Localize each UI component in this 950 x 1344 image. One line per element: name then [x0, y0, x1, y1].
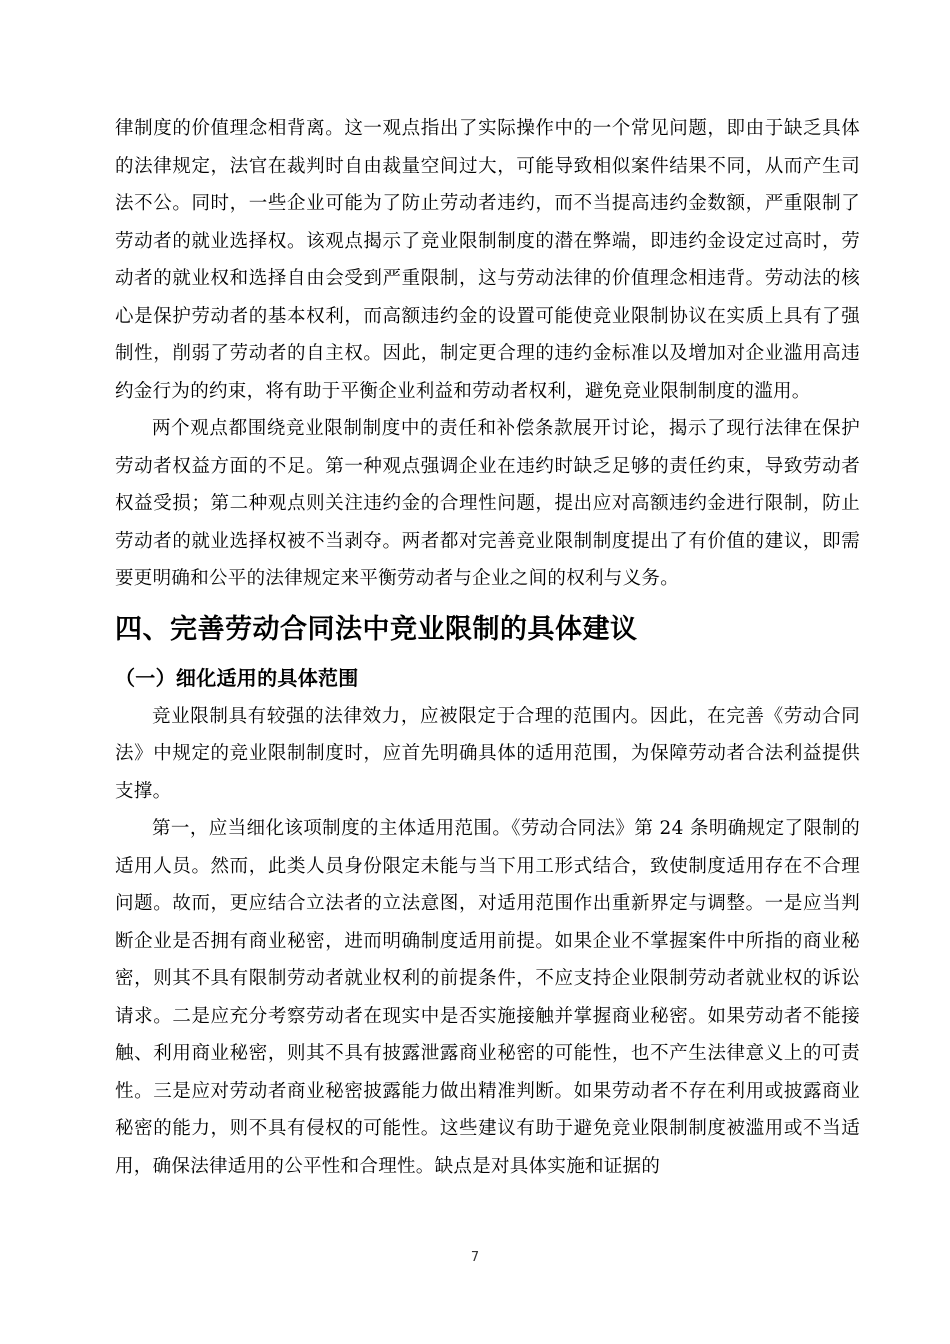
subsection-heading: （一）细化适用的具体范围: [115, 665, 359, 690]
body-paragraph-continued: 律制度的价值理念相背离。这一观点指出了实际操作中的一个常见问题，即由于缺乏具体的法律规定，法官在裁判时自由裁量空间过大，可能导致相似案件结果不同，从而产生司法不公。同时，一些企业可能为了防止劳动者违约，而不当提高违约金数额，严重限制了劳动者的就业选择权。该观点揭示了竞业限制制度的潜在弊端，即违约金设定过高时，劳动者的就业权和选择自由会受到严重限制，这与劳动法律的价值理念相违背。劳动法的核心是保护劳动者的基本权利，而高额违约金的设置可能使竞业限制协议在实质上具有了强制性，削弱了劳动者的自主权。因此，制定更合理的违约金标准以及增加对企业滥用高违约金行为的约束，将有助于平衡企业利益和劳动者权利，避免竞业限制制度的滥用。: [115, 118, 860, 402]
page-content: [115, 110, 860, 1185]
body-paragraph-summary: 两个观点都围绕竞业限制制度中的责任和补偿条款展开讨论，揭示了现行法律在保护劳动者权益方面的不足。第一种观点强调企业在违约时缺乏足够的责任约束，导致劳动者权益受损；第二种观点则关注违约金的合理性问题，提出应对高额违约金进行限制，防止劳动者的就业选择权被不当剥夺。两者都对完善竞业限制制度提出了有价值的建议，即需要更明确和公平的法律规定来平衡劳动者与企业之间的权利与义务。: [115, 418, 860, 589]
body-paragraph-first-point: 第一，应当细化该项制度的主体适用范围。《劳动合同法》第 24 条明确规定了限制的适用人员。然而，此类人员身份限定未能与当下用工形式结合，致使制度适用存在不合理问题。故而，更应结合立法者的立法意图，对适用范围作出重新界定与调整。一是应当判断企业是否拥有商业秘密，进而明确制度适用前提。如果企业不掌握案件中所指的商业秘密，则其不具有限制劳动者就业权利的前提条件，不应支持企业限制劳动者就业权的诉讼请求。二是应充分考察劳动者在现实中是否实施接触并掌握商业秘密。如果劳动者不能接触、利用商业秘密，则其不具有披露泄露商业秘密的可能性，也不产生法律意义上的可责性。三是应对劳动者商业秘密披露能力做出精准判断。如果劳动者不存在利用或披露商业秘密的能力，则不具有侵权的可能性。这些建议有助于避免竞业限制制度被滥用或不当适用，确保法律适用的公平性和合理性。缺点是对具体实施和证据的: [115, 818, 860, 1177]
body-paragraph-intro: 竞业限制具有较强的法律效力，应被限定于合理的范围内。因此，在完善《劳动合同法》中规定的竞业限制制度时，应首先明确具体的适用范围，为保障劳动者合法利益提供支撑。: [115, 705, 860, 802]
page-number: 7: [470, 1250, 480, 1265]
section-heading: 四、完善劳动合同法中竞业限制的具体建议: [115, 613, 638, 645]
